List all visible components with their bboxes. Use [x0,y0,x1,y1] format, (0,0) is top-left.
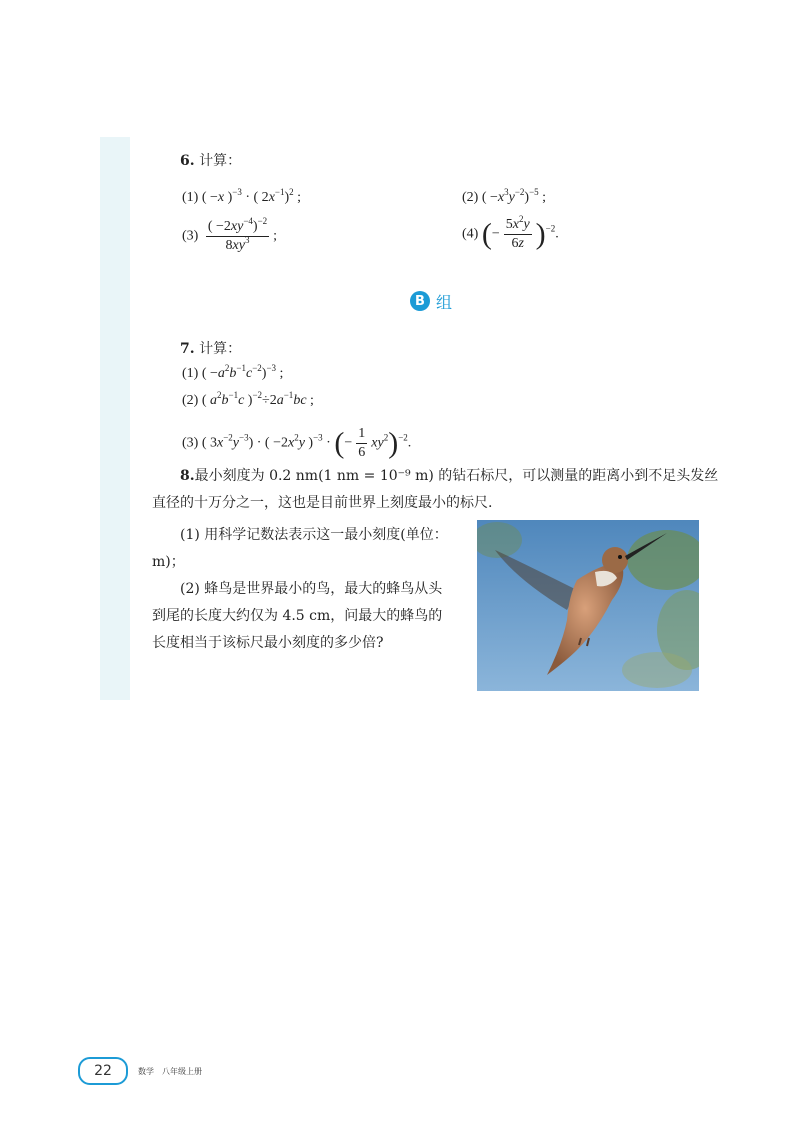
q8-part1: (1) 用科学记数法表示这一最小刻度(单位：m)； [152,527,448,570]
group-b-header [410,290,452,312]
q8-part2: (2) 蜂鸟是世界最小的鸟，最大的蜂鸟从头到尾的长度大约仅为 4.5 cm，问最大的蜂鸟的长度相当于该标尺最小刻度的多少倍? [152,581,443,651]
margin-sidebar [100,137,130,700]
q7-part2: (2) ( $a^2b^{-1}c$ )$^{-2}\div 2a^{-1}bc$ ; [182,390,314,408]
q7-part1: (1) ( $-a^2b^{-1}c^{-2})^{-3}$ ; [182,363,284,381]
q6-part1: (1) ( −x )$^{-3}$ · ( $2x^{-1})^2$ ; [182,187,302,205]
q6-title: 6. 计算： [180,153,242,169]
group-b-badge: B [410,291,430,311]
q6-part3: (3) $\frac{( -2xy^{-4})^{-2}}{8xy^3}$ ; [182,216,278,253]
q6-part4: (4) (− $\frac{5x^2y}{6z}$ )$^{-2}$. [462,214,559,251]
q6-part2: (2) ( $-x^3y^{-2})^{-5}$ ; [462,187,547,205]
hummingbird-photo [477,520,699,691]
group-b-label: 组 [436,292,453,312]
q8-intro: 8.最小刻度为 0.2 nm(1 nm = 10⁻⁹ m) 的钻石标尺，可以测量的距离小到不足头发丝直径的十万分之一，这也是目前世界上刻度最小的标尺. [152,468,719,511]
book-title: 数学 八年级上册 [138,1066,202,1076]
q7-title: 7. 计算： [180,341,242,357]
page-footer [78,1058,202,1084]
q7-part3: (3) ( $3x^{-2}y^{-3}$) · ( $-2x^2y$ )$^{-3}$ · (− $\frac{1}{6}$ $xy^2)^{-2}$. [182,426,412,460]
hummingbird-illustration [477,520,699,691]
page-number: 22 [78,1057,128,1085]
